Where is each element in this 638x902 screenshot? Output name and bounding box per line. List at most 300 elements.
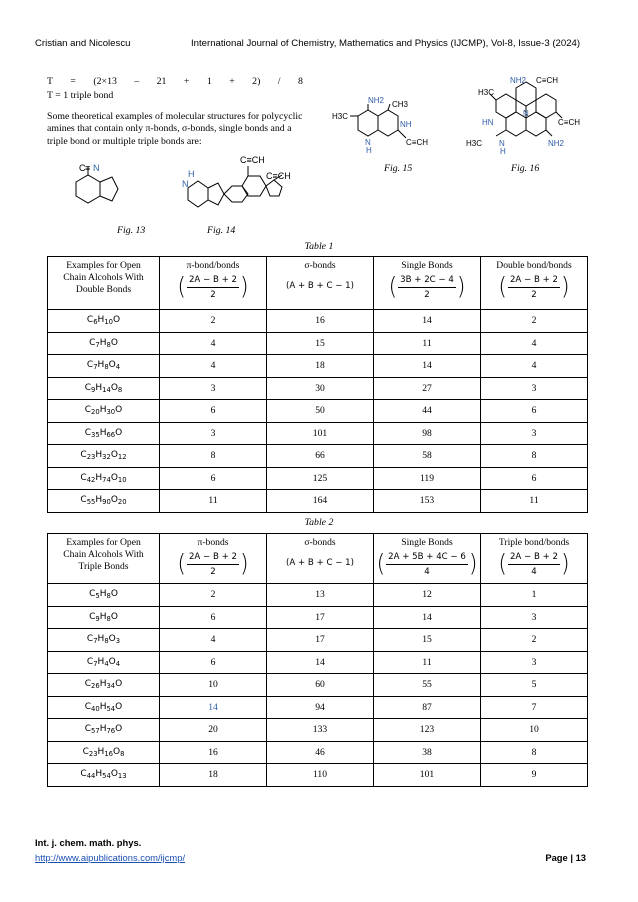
table1-header-cell xyxy=(160,257,267,310)
table1-header-formula: (A + B + C − 1) xyxy=(286,281,354,291)
molecular-formula xyxy=(48,467,160,490)
table-row xyxy=(48,355,588,378)
table-row xyxy=(48,445,588,468)
molecular-formula xyxy=(48,310,160,333)
table-cell: 18 xyxy=(267,355,374,378)
table-row xyxy=(48,332,588,355)
table-cell: 6 xyxy=(160,651,267,674)
fig14-label-n: N xyxy=(182,179,189,189)
formula-element: O xyxy=(110,450,118,461)
formula-element: H xyxy=(99,589,107,600)
equation-token: 2) xyxy=(252,76,261,87)
formula-numerator: 2A − B + 2 xyxy=(187,274,239,288)
table-row xyxy=(48,606,588,629)
table1-header-cell xyxy=(267,257,374,310)
table-cell: 16 xyxy=(160,741,267,764)
fig15-label-n: N xyxy=(365,138,371,147)
table-cell: 125 xyxy=(267,467,374,490)
table-cell: 46 xyxy=(267,741,374,764)
table-row xyxy=(48,651,588,674)
table-cell: 17 xyxy=(267,606,374,629)
table1-header-label: Double bond/bonds xyxy=(496,260,572,271)
formula-subscript: 7 xyxy=(93,363,98,372)
formula-subscript: 9 xyxy=(91,385,96,394)
table-cell: 14 xyxy=(160,696,267,719)
table2-header-cell xyxy=(481,534,588,584)
table-cell: 60 xyxy=(267,674,374,697)
equation-token: + xyxy=(229,76,235,87)
table-cell: 66 xyxy=(267,445,374,468)
page-number: Page | 13 xyxy=(545,852,586,863)
table-row xyxy=(48,629,588,652)
formula-element: H xyxy=(95,450,103,461)
molecular-formula xyxy=(48,355,160,378)
table-cell: 14 xyxy=(267,651,374,674)
formula-element: C xyxy=(84,724,92,735)
table1-header-cell xyxy=(481,257,588,310)
footer-journal-abbrev: Int. j. chem. math. phys. xyxy=(35,837,142,848)
table2-header-label: π-bonds xyxy=(197,537,229,548)
table2-header-label: Single Bonds xyxy=(401,537,453,548)
equation-token: = xyxy=(70,76,76,87)
table-cell: 55 xyxy=(374,674,481,697)
formula-element: H xyxy=(99,405,107,416)
formula-element: H xyxy=(95,472,103,483)
fig15-label-nh2: NH2 xyxy=(368,96,385,105)
table-row xyxy=(48,674,588,697)
table2 xyxy=(47,533,588,787)
table-cell: 164 xyxy=(267,490,374,513)
formula-element: C xyxy=(84,701,92,712)
table-cell: 3 xyxy=(160,377,267,400)
table-cell: 58 xyxy=(374,445,481,468)
table-row xyxy=(48,584,588,607)
table2-header-cell xyxy=(267,534,374,584)
table-cell: 101 xyxy=(267,422,374,445)
formula-element: O xyxy=(112,315,121,326)
table-cell: 3 xyxy=(481,606,588,629)
fig16-label-h3c-bottom: H3C xyxy=(466,139,483,148)
formula-subscript: 13 xyxy=(117,772,127,781)
table-cell: 15 xyxy=(267,332,374,355)
formula-subscript: 4 xyxy=(104,659,109,668)
formula-subscript: 8 xyxy=(104,637,109,646)
table-cell: 6 xyxy=(481,467,588,490)
molecular-formula xyxy=(48,422,160,445)
formula-subscript: 35 xyxy=(91,430,100,439)
formula-subscript: 54 xyxy=(106,704,116,713)
formula-subscript: 9 xyxy=(95,614,100,623)
table-row xyxy=(48,696,588,719)
table-cell: 17 xyxy=(267,629,374,652)
formula-subscript: 23 xyxy=(86,453,96,462)
formula-element: O xyxy=(115,701,123,712)
table-row xyxy=(48,377,588,400)
formula-subscript: 4 xyxy=(115,363,121,372)
fig15-structure xyxy=(332,94,442,160)
formula-element: O xyxy=(110,495,118,506)
table2-header-label: Examples for Open Chain Alcohols With Triple Bonds xyxy=(63,537,144,572)
molecular-formula xyxy=(48,629,160,652)
formula-element: H xyxy=(97,746,105,757)
footer-url-link[interactable]: http://www.aipublications.com/ijcmp/ xyxy=(35,852,186,863)
table-cell: 98 xyxy=(374,422,481,445)
fig16-label-n-bottom: N xyxy=(499,139,505,148)
formula-element: O xyxy=(115,679,123,690)
formula-element: O xyxy=(112,746,121,757)
table-cell: 4 xyxy=(481,332,588,355)
formula-element: H xyxy=(97,656,105,667)
formula-element: C xyxy=(82,746,89,757)
fig15-label-h3c: H3C xyxy=(332,112,349,121)
formula-element: O xyxy=(110,337,118,348)
formula-subscript: 8 xyxy=(120,749,125,758)
table2-header-row xyxy=(48,534,588,584)
formula-numerator: 2A − B + 2 xyxy=(508,551,560,565)
table1-header-cell xyxy=(374,257,481,310)
formula-element: H xyxy=(95,495,103,506)
formula-subscript: 8 xyxy=(104,363,109,372)
table-cell: 13 xyxy=(267,584,374,607)
formula-subscript: 30 xyxy=(106,408,116,417)
table-cell: 14 xyxy=(374,355,481,378)
formula-element: O xyxy=(108,634,116,645)
table-cell: 3 xyxy=(481,422,588,445)
table2-header-cell xyxy=(160,534,267,584)
table-cell: 8 xyxy=(481,445,588,468)
formula-subscript: 44 xyxy=(86,772,96,781)
fig15-label-nh: NH xyxy=(400,120,412,129)
table-row xyxy=(48,490,588,513)
table-cell: 11 xyxy=(160,490,267,513)
formula-subscript: 32 xyxy=(102,453,111,462)
formula-subscript: 66 xyxy=(106,430,116,439)
formula-element: H xyxy=(99,611,107,622)
table-row xyxy=(48,400,588,423)
formula-numerator: 3B + 2C − 4 xyxy=(398,274,456,288)
molecular-formula xyxy=(48,741,160,764)
equation-token: 8 xyxy=(297,76,303,87)
formula-subscript: 40 xyxy=(91,704,100,713)
formula-element: C xyxy=(86,634,94,645)
table-cell: 2 xyxy=(160,584,267,607)
formula-subscript: 8 xyxy=(106,340,111,349)
table2-header-label: σ-bonds xyxy=(304,537,336,548)
table-cell: 4 xyxy=(160,355,267,378)
molecular-formula xyxy=(48,445,160,468)
molecular-formula xyxy=(48,696,160,719)
table-cell: 8 xyxy=(160,445,267,468)
formula-element: O xyxy=(110,589,118,600)
table1-header-label: π-bond/bonds xyxy=(186,260,240,271)
formula-subscript: 7 xyxy=(93,659,98,668)
formula-element: C xyxy=(86,360,94,371)
table-cell: 2 xyxy=(160,310,267,333)
formula-subscript: 90 xyxy=(102,498,111,507)
fig16-label-nh2-top: NH2 xyxy=(510,76,527,85)
table1-header-formula: ( $\frac{2A - B + 2}{2}$ ) xyxy=(498,273,570,301)
formula-subscript: 14 xyxy=(102,385,111,394)
formula-numerator: 2A + 5B + 4C − 6 xyxy=(386,551,468,565)
table1-header-label: σ-bonds xyxy=(304,260,336,271)
intro-paragraph: Some theoretical examples of molecular structures for polycyclic amines that contain only π-bonds, σ-bonds, single bonds and a triple bond or multiple triple bonds are: xyxy=(47,111,303,147)
table-row xyxy=(48,719,588,742)
fig13-caption: Fig. 13 xyxy=(117,225,146,236)
table-cell: 2 xyxy=(481,629,588,652)
formula-element: H xyxy=(95,382,103,393)
formula-subscript: 5 xyxy=(95,592,100,601)
molecular-formula xyxy=(48,606,160,629)
fig15-label-ethynyl: C≡CH xyxy=(406,138,428,147)
table1-header-label: Single Bonds xyxy=(401,260,453,271)
formula-element: H xyxy=(97,360,105,371)
formula-subscript: 76 xyxy=(106,727,116,736)
formula-subscript: 42 xyxy=(86,475,96,484)
formula-denominator: 4 xyxy=(424,567,430,577)
formula-element: O xyxy=(110,611,118,622)
formula-numerator: 2A − B + 2 xyxy=(187,551,239,565)
table-cell: 20 xyxy=(160,719,267,742)
formula-subscript: 57 xyxy=(91,727,100,736)
table1-header-formula: ( $\frac{3B + 2C - 4}{2}$ ) xyxy=(388,273,466,301)
formula-element: O xyxy=(115,724,123,735)
table-cell: 7 xyxy=(481,696,588,719)
equation-token: T xyxy=(47,76,53,87)
molecular-formula xyxy=(48,764,160,787)
table-row xyxy=(48,741,588,764)
table1-caption: Table 1 xyxy=(304,241,334,252)
equation-token: / xyxy=(277,76,281,87)
formula-subscript: 20 xyxy=(117,498,127,507)
table2-header-label: Triple bond/bonds xyxy=(498,537,570,548)
fig13-label-triple: ≡ xyxy=(85,163,91,173)
fig13-structure xyxy=(62,160,152,230)
table-cell: 6 xyxy=(160,467,267,490)
formula-element: H xyxy=(95,769,103,780)
formula-element: O xyxy=(108,656,116,667)
fig13-label-c: C xyxy=(79,163,86,173)
table-cell: 5 xyxy=(481,674,588,697)
table-cell: 6 xyxy=(160,400,267,423)
running-header-authors: Cristian and Nicolescu xyxy=(35,38,131,49)
table1-header-label: Examples for Open Chain Alcohols With Double Bonds xyxy=(63,260,144,295)
formula-element: H xyxy=(99,701,107,712)
fig14-structure xyxy=(176,150,306,230)
fig15-label-h: H xyxy=(366,146,372,155)
table-cell: 38 xyxy=(374,741,481,764)
table-cell: 94 xyxy=(267,696,374,719)
fig16-structure xyxy=(466,74,596,160)
fig16-label-ethynyl-right: C≡CH xyxy=(558,118,580,127)
equation-token: – xyxy=(134,76,140,87)
molecular-formula xyxy=(48,490,160,513)
formula-denominator: 2 xyxy=(424,290,430,300)
table-cell: 15 xyxy=(374,629,481,652)
table-cell: 30 xyxy=(267,377,374,400)
formula-element: C xyxy=(86,315,94,326)
fig14-label-ethynyl-top: C≡CH xyxy=(240,155,265,165)
table-cell: 2 xyxy=(481,310,588,333)
fig16-label-nh2-bottom: NH2 xyxy=(548,139,565,148)
formula-element: O xyxy=(110,382,118,393)
formula-element: C xyxy=(84,427,92,438)
table-cell: 8 xyxy=(481,741,588,764)
formula-subscript: 8 xyxy=(117,385,123,394)
table1-header-formula: ( $\frac{2A - B + 2}{2}$ ) xyxy=(177,273,249,301)
equation-token: (2×13 xyxy=(93,76,117,87)
table-cell: 14 xyxy=(374,606,481,629)
formula-subscript: 7 xyxy=(93,637,98,646)
table2-header-formula: ( $\frac{2A - B + 2}{4}$ ) xyxy=(498,550,570,578)
table2-caption: Table 2 xyxy=(304,517,334,528)
formula-subscript: 4 xyxy=(115,659,121,668)
molecular-formula xyxy=(48,651,160,674)
table-cell: 12 xyxy=(374,584,481,607)
table-cell: 4 xyxy=(481,355,588,378)
formula-subscript: 74 xyxy=(102,475,111,484)
formula-subscript: 20 xyxy=(91,408,100,417)
equation-token: 21 xyxy=(156,76,167,87)
formula-denominator: 2 xyxy=(210,567,216,577)
formula-element: H xyxy=(97,315,105,326)
table-cell: 119 xyxy=(374,467,481,490)
formula-element: C xyxy=(89,337,96,348)
molecular-formula xyxy=(48,719,160,742)
table-cell: 6 xyxy=(481,400,588,423)
fig14-label-h: H xyxy=(188,169,195,179)
equation-line xyxy=(47,76,303,88)
fig16-label-h3c-top: H3C xyxy=(478,88,495,97)
formula-subscript: 34 xyxy=(106,682,116,691)
table-cell: 153 xyxy=(374,490,481,513)
fig14-label-ethynyl-right: C≡CH xyxy=(266,171,291,181)
molecular-formula xyxy=(48,400,160,423)
formula-subscript: 26 xyxy=(91,682,100,691)
table-cell: 10 xyxy=(481,719,588,742)
table2-header-formula: ( $\frac{2A - B + 2}{2}$ ) xyxy=(177,550,249,578)
table-cell: 133 xyxy=(267,719,374,742)
table-cell: 10 xyxy=(160,674,267,697)
formula-element: C xyxy=(80,472,87,483)
equation-result: T = 1 triple bond xyxy=(47,90,114,101)
equation-token: + xyxy=(183,76,190,87)
formula-element: H xyxy=(99,724,107,735)
formula-subscript: 8 xyxy=(106,614,111,623)
formula-element: C xyxy=(84,405,92,416)
table-cell: 16 xyxy=(267,310,374,333)
table-cell: 6 xyxy=(160,606,267,629)
formula-element: H xyxy=(99,337,107,348)
table-cell: 11 xyxy=(481,490,588,513)
formula-denominator: 2 xyxy=(210,290,216,300)
table-row xyxy=(48,467,588,490)
table-cell: 123 xyxy=(374,719,481,742)
running-header-journal: International Journal of Chemistry, Mathematics and Physics (IJCMP), Vol-8, Issue-3 (2024) xyxy=(191,38,581,49)
table2-header-formula: ( $\frac{2A + 5B + 4C - 6}{4}$ ) xyxy=(376,550,478,578)
fig16-label-n-center: N xyxy=(523,109,529,118)
table-row xyxy=(48,310,588,333)
formula-element: H xyxy=(99,427,107,438)
fig15-label-ch3: CH3 xyxy=(392,100,409,109)
table1-header-cell xyxy=(48,257,160,310)
formula-element: C xyxy=(89,589,96,600)
fig13-label-n: N xyxy=(93,163,100,173)
formula-element: C xyxy=(84,382,92,393)
table-cell: 3 xyxy=(481,377,588,400)
table-row xyxy=(48,764,588,787)
molecular-formula xyxy=(48,377,160,400)
formula-element: C xyxy=(89,611,96,622)
fig16-caption: Fig. 16 xyxy=(511,163,540,174)
equation-token: 1 xyxy=(206,76,212,87)
formula-subscript: 8 xyxy=(106,592,111,601)
table-cell: 87 xyxy=(374,696,481,719)
table2-header-cell xyxy=(374,534,481,584)
formula-subscript: 7 xyxy=(95,340,100,349)
formula-subscript: 10 xyxy=(104,318,113,327)
table-cell: 1 xyxy=(481,584,588,607)
table-row xyxy=(48,422,588,445)
formula-element: C xyxy=(84,679,92,690)
formula-element: O xyxy=(115,405,123,416)
fig16-label-hn: HN xyxy=(482,118,494,127)
table-cell: 11 xyxy=(374,651,481,674)
fig16-label-h-bottom: H xyxy=(500,147,506,156)
table1-header-row xyxy=(48,257,588,310)
fig14-caption: Fig. 14 xyxy=(207,225,236,236)
molecular-formula xyxy=(48,674,160,697)
formula-element: O xyxy=(110,769,118,780)
formula-element: C xyxy=(80,769,87,780)
table-cell: 11 xyxy=(374,332,481,355)
table-cell: 44 xyxy=(374,400,481,423)
fig16-label-ethynyl-top: C≡CH xyxy=(536,76,558,85)
table-cell: 4 xyxy=(160,332,267,355)
formula-element: O xyxy=(110,472,118,483)
fig15-caption: Fig. 15 xyxy=(384,163,413,174)
formula-denominator: 4 xyxy=(531,567,537,577)
table2-header-cell xyxy=(48,534,160,584)
table-cell: 3 xyxy=(160,422,267,445)
formula-subscript: 23 xyxy=(88,749,98,758)
table-cell: 50 xyxy=(267,400,374,423)
formula-element: C xyxy=(86,656,94,667)
table1 xyxy=(47,256,588,513)
formula-subscript: 54 xyxy=(102,772,111,781)
formula-element: C xyxy=(80,450,87,461)
formula-subscript: 16 xyxy=(104,749,113,758)
table-cell: 18 xyxy=(160,764,267,787)
molecular-formula xyxy=(48,584,160,607)
formula-element: C xyxy=(80,495,87,506)
formula-element: O xyxy=(108,360,116,371)
table-cell: 9 xyxy=(481,764,588,787)
formula-element: H xyxy=(99,679,107,690)
formula-element: H xyxy=(97,634,105,645)
table-cell: 3 xyxy=(481,651,588,674)
formula-subscript: 6 xyxy=(93,318,98,327)
table-cell: 14 xyxy=(374,310,481,333)
formula-element: O xyxy=(115,427,123,438)
formula-subscript: 12 xyxy=(117,453,127,462)
formula-subscript: 10 xyxy=(117,475,127,484)
table-cell: 27 xyxy=(374,377,481,400)
formula-subscript: 3 xyxy=(115,637,121,646)
table-cell: 110 xyxy=(267,764,374,787)
formula-numerator: 2A − B + 2 xyxy=(508,274,560,288)
table2-header-formula: (A + B + C − 1) xyxy=(286,558,354,568)
molecular-formula xyxy=(48,332,160,355)
